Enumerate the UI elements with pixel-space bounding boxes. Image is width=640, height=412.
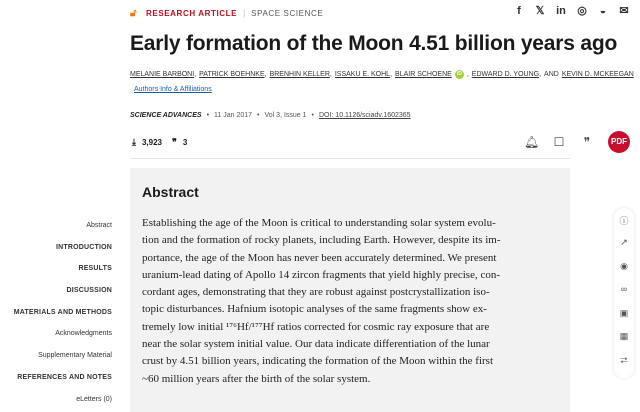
- share-bar: [513, 4, 630, 17]
- abstract-line: near the solar system initial value. Our data indicate differentiation of the lunar: [142, 338, 490, 351]
- eye-icon[interactable]: ◉: [620, 260, 628, 271]
- nav-item-references[interactable]: REFERENCES AND NOTES: [17, 373, 112, 381]
- author-link[interactable]: KEVIN D. MCKEEGAN: [561, 71, 634, 78]
- subject-category[interactable]: SPACE SCIENCE: [251, 8, 324, 18]
- info-icon[interactable]: ⓘ: [619, 216, 629, 226]
- abstract-section: [130, 168, 570, 412]
- journal-name[interactable]: SCIENCE ADVANCES: [130, 112, 202, 119]
- facebook-icon[interactable]: f: [517, 4, 521, 17]
- author-list: MELANIE BARBONI , PATRICK BOEHNKE , BRENHIN KELLER , ISSAKU E. KOHL , BLAIR SCHOENE iD , EDWARD D. YOUNG , AND KEVIN D. MCKEEGAN: [130, 71, 634, 78]
- side-toolbar: [614, 208, 634, 378]
- nav-item-acknowledgments[interactable]: Acknowledgments: [55, 330, 112, 338]
- nav-item-eletters[interactable]: eLetters (0): [76, 395, 112, 403]
- divider: |: [243, 8, 246, 18]
- author-link[interactable]: PATRICK BOEHNKE: [199, 71, 265, 78]
- table-icon[interactable]: ▦: [619, 331, 629, 342]
- article-tools: [524, 131, 630, 153]
- nav-item-abstract[interactable]: Abstract: [86, 222, 112, 229]
- email-icon[interactable]: ✉: [619, 5, 629, 17]
- abstract-line: Establishing the age of the Moon is critical to understanding solar system evolu-: [142, 217, 496, 229]
- download-icon: ⤓: [132, 137, 136, 147]
- share-icon[interactable]: ⮂: [620, 354, 628, 365]
- pdf-icon[interactable]: PDF: [608, 131, 630, 153]
- author-link[interactable]: MELANIE BARBONI: [130, 71, 195, 78]
- section-nav: [0, 222, 112, 412]
- abstract-line: crust by 4.51 billion years, indicating the formation of the Moon within the first: [142, 355, 494, 368]
- abstract-line: tremely low initial ¹⁷⁶Hf/¹⁷⁷Hf ratios corrected for cosmic ray exposure that are: [142, 320, 490, 333]
- download-count: 3,923: [141, 138, 163, 147]
- article-type[interactable]: RESEARCH ARTICLE: [146, 8, 238, 18]
- author-link[interactable]: BLAIR SCHOENE: [395, 71, 452, 78]
- abstract-line: topic disturbances. Hafnium isotopic analyses of the same fragments show ex-: [142, 303, 487, 316]
- nav-item-materials-methods[interactable]: MATERIALS AND METHODS: [13, 308, 112, 316]
- abstract-line: ~60 million years after the birth of the solar system.: [142, 372, 371, 385]
- publication-meta: [130, 112, 411, 119]
- abstract-text: [142, 215, 558, 388]
- author-link[interactable]: BRENHIN KELLER: [269, 71, 330, 78]
- nav-item-results[interactable]: RESULTS: [78, 265, 112, 273]
- media-icon[interactable]: ▣: [619, 307, 629, 318]
- link-icon[interactable]: ∞: [620, 284, 628, 295]
- citation-count: 3: [182, 138, 188, 147]
- twitter-icon[interactable]: 𝕏: [535, 5, 545, 17]
- article-kicker: [130, 6, 323, 20]
- bell-icon[interactable]: 🔔︎: [524, 135, 540, 149]
- citation-icon: ❞: [172, 137, 177, 147]
- affiliations-link[interactable]: Authors Info & Affiliations: [134, 86, 212, 93]
- author-link[interactable]: ISSAKU E. KOHL: [334, 71, 391, 78]
- abstract-line: portance, the age of the Moon has never been accurately determined. We present: [142, 251, 497, 264]
- author-link[interactable]: EDWARD D. YOUNG: [471, 71, 540, 78]
- open-access-icon: 🔓︎: [130, 7, 137, 19]
- quote-icon[interactable]: ❞: [583, 135, 591, 149]
- bookmark-icon[interactable]: ☐: [553, 135, 565, 149]
- trending-icon[interactable]: ↗: [620, 237, 628, 248]
- nav-item-supplementary[interactable]: Supplementary Material: [38, 352, 112, 360]
- meta-dot: •: [257, 112, 260, 119]
- abstract-line: uranium-lead dating of Apollo 14 zircon fragments that yield highly precise, con-: [142, 268, 501, 281]
- author-conjunction: AND: [544, 71, 559, 78]
- nav-item-discussion[interactable]: DISCUSSION: [66, 287, 112, 295]
- linkedin-icon[interactable]: in: [556, 4, 566, 17]
- article-metrics: [132, 137, 187, 148]
- wechat-icon[interactable]: ◒: [599, 4, 607, 17]
- meta-dot: •: [206, 112, 210, 119]
- nav-item-introduction[interactable]: INTRODUCTION: [55, 243, 112, 251]
- abstract-line: tion and the formation of rocky planets, including Earth. However, despite its im-: [142, 234, 501, 247]
- divider: [130, 158, 570, 159]
- doi-link[interactable]: DOI: 10.1126/sciadv.1602365: [318, 112, 411, 119]
- publication-date: 11 Jan 2017: [214, 112, 253, 119]
- meta-dot: •: [311, 112, 314, 119]
- abstract-heading: Abstract: [142, 184, 199, 200]
- abstract-line: cordant ages, demonstrating that they are robust against postcrystallization iso-: [142, 286, 490, 299]
- reddit-icon[interactable]: ◎: [577, 5, 587, 17]
- orcid-icon[interactable]: iD: [456, 71, 462, 77]
- article-title: Early formation of the Moon 4.51 billion years ago: [130, 32, 618, 55]
- issue-link[interactable]: Vol 3, Issue 1: [264, 112, 307, 119]
